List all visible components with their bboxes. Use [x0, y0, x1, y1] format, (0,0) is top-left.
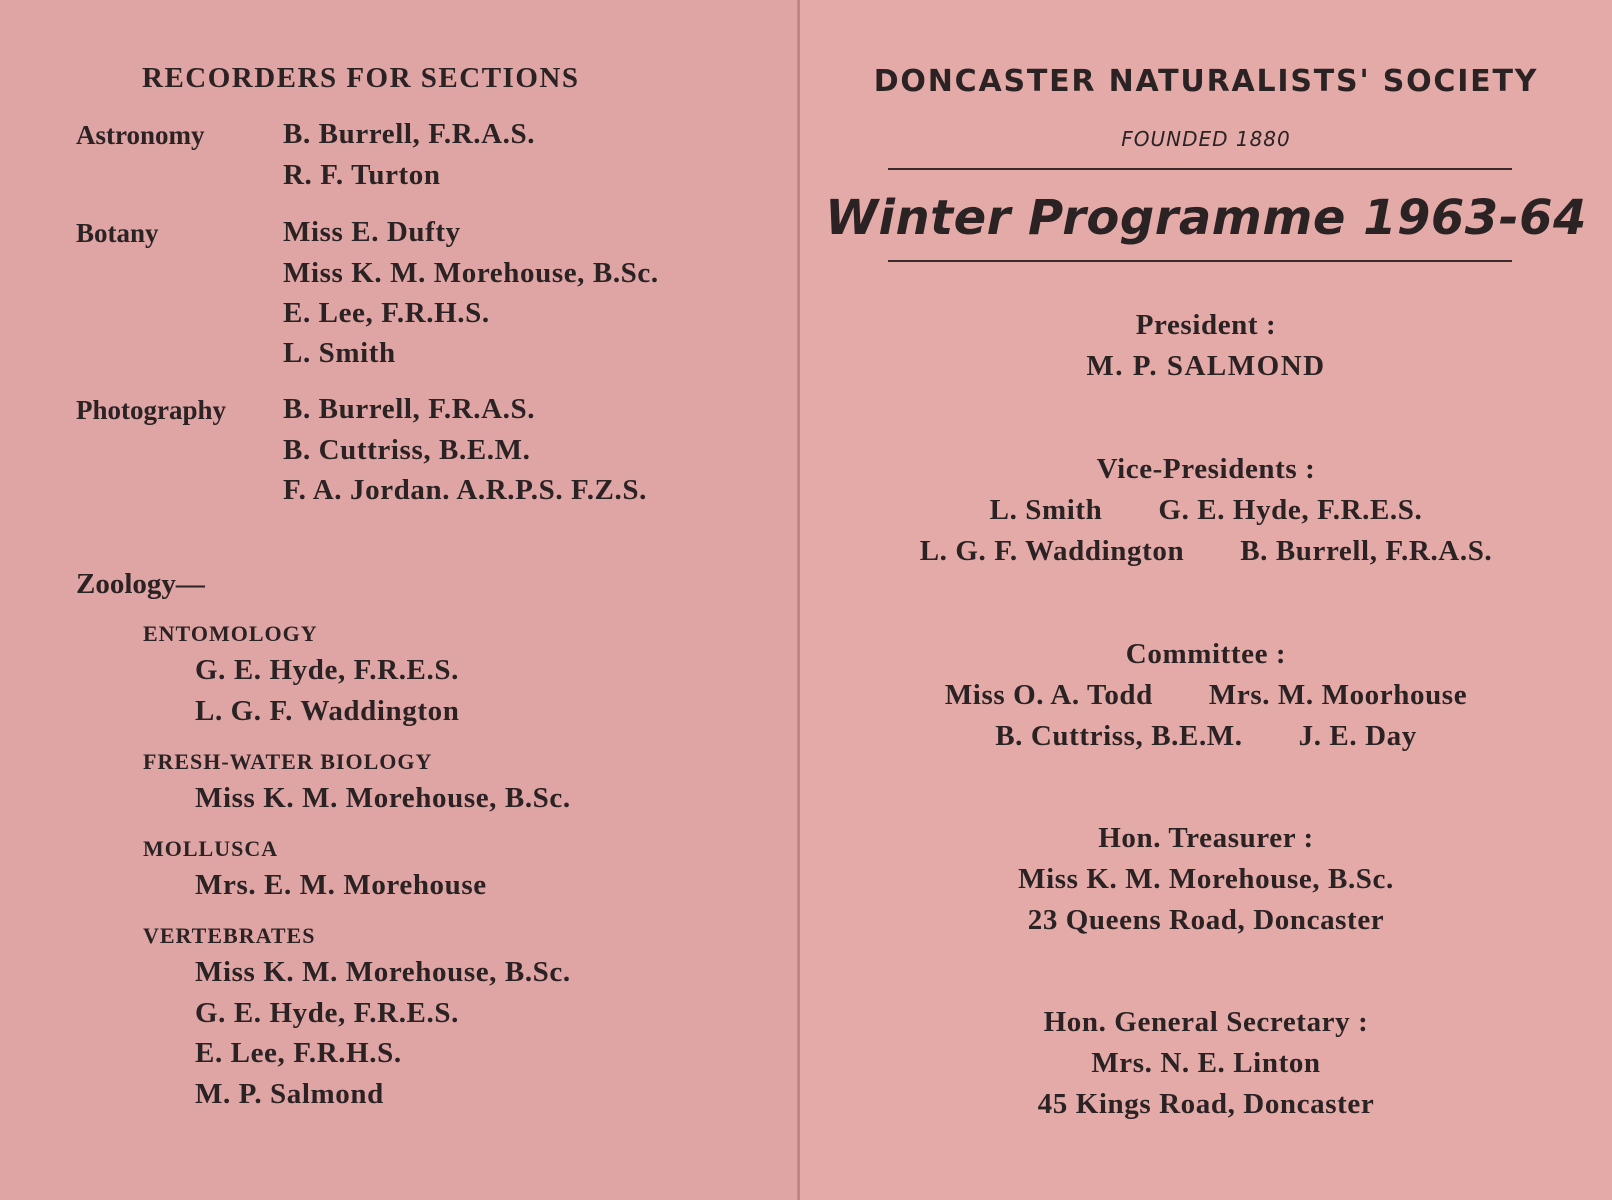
vice-president-name: L. Smith	[989, 494, 1103, 526]
subsection-label-freshwater: FRESH-WATER BIOLOGY	[143, 749, 433, 774]
recorder-name: Miss K. M. Morehouse, B.Sc.	[195, 782, 571, 814]
vice-presidents-label: Vice-Presidents :	[1096, 453, 1316, 485]
treasurer-label: Hon. Treasurer :	[1098, 822, 1314, 854]
society-name: DONCASTER NATURALISTS' SOCIETY	[873, 64, 1539, 99]
secretary-address: 45 Kings Road, Doncaster	[1037, 1088, 1375, 1120]
committee-row	[800, 679, 1612, 712]
recorder-name: L. Smith	[283, 337, 396, 369]
section-label-photography: Photography	[76, 395, 227, 425]
subsection-label-entomology: ENTOMOLOGY	[143, 621, 318, 646]
recorder-name: Mrs. E. M. Morehouse	[195, 869, 487, 901]
vice-presidents-row	[800, 535, 1612, 568]
recorder-name: Miss K. M. Morehouse, B.Sc.	[195, 956, 571, 988]
recorder-name: G. E. Hyde, F.R.E.S.	[195, 997, 459, 1029]
recorder-name: M. P. Salmond	[195, 1078, 384, 1110]
secretary-name: Mrs. N. E. Linton	[1091, 1047, 1321, 1079]
recorder-name: B. Burrell, F.R.A.S.	[283, 118, 536, 150]
founded-line: FOUNDED 1880	[1121, 127, 1291, 151]
committee-member: B. Cuttriss, B.E.M.	[995, 720, 1243, 752]
committee-member: Miss O. A. Todd	[944, 679, 1153, 711]
treasurer-name: Miss K. M. Morehouse, B.Sc.	[1018, 863, 1394, 895]
section-label-zoology: Zoology—	[76, 568, 205, 600]
president-name: M. P. SALMOND	[1086, 350, 1326, 382]
vice-president-name: B. Burrell, F.R.A.S.	[1240, 535, 1493, 567]
recorder-name: E. Lee, F.R.H.S.	[195, 1037, 402, 1069]
recorder-name: E. Lee, F.R.H.S.	[283, 297, 490, 329]
recorder-name: G. E. Hyde, F.R.E.S.	[195, 654, 459, 686]
section-label-botany: Botany	[76, 218, 159, 248]
subsection-label-vertebrates: VERTEBRATES	[143, 923, 316, 948]
recorder-name: Miss K. M. Morehouse, B.Sc.	[283, 257, 659, 289]
programme-title: Winter Programme 1963-64	[825, 190, 1587, 246]
bottom-rule	[888, 260, 1512, 262]
recorder-name: Miss E. Dufty	[283, 216, 461, 248]
committee-row	[800, 720, 1612, 753]
recorders-title: RECORDERS FOR SECTIONS	[142, 62, 580, 94]
president-label: President :	[1135, 309, 1277, 341]
committee-member: Mrs. M. Moorhouse	[1208, 679, 1468, 711]
section-label-astronomy: Astronomy	[76, 120, 205, 150]
committee-label: Committee :	[1125, 638, 1287, 670]
vice-presidents-row	[800, 494, 1612, 527]
vice-president-name: L. G. F. Waddington	[919, 535, 1185, 567]
recorder-name: R. F. Turton	[283, 159, 441, 191]
subsection-label-mollusca: MOLLUSCA	[143, 836, 279, 861]
cover-content	[800, 0, 1612, 1200]
treasurer-address: 23 Queens Road, Doncaster	[1027, 904, 1385, 936]
recorder-name: B. Cuttriss, B.E.M.	[283, 434, 531, 466]
recorder-name: F. A. Jordan. A.R.P.S. F.Z.S.	[283, 474, 647, 506]
recorders-panel	[0, 0, 800, 1200]
secretary-label: Hon. General Secretary :	[1043, 1006, 1369, 1038]
committee-member: J. E. Day	[1298, 720, 1417, 752]
recorder-name: L. G. F. Waddington	[195, 695, 460, 727]
recorder-name: B. Burrell, F.R.A.S.	[283, 393, 536, 425]
vice-president-name: G. E. Hyde, F.R.E.S.	[1158, 494, 1423, 526]
